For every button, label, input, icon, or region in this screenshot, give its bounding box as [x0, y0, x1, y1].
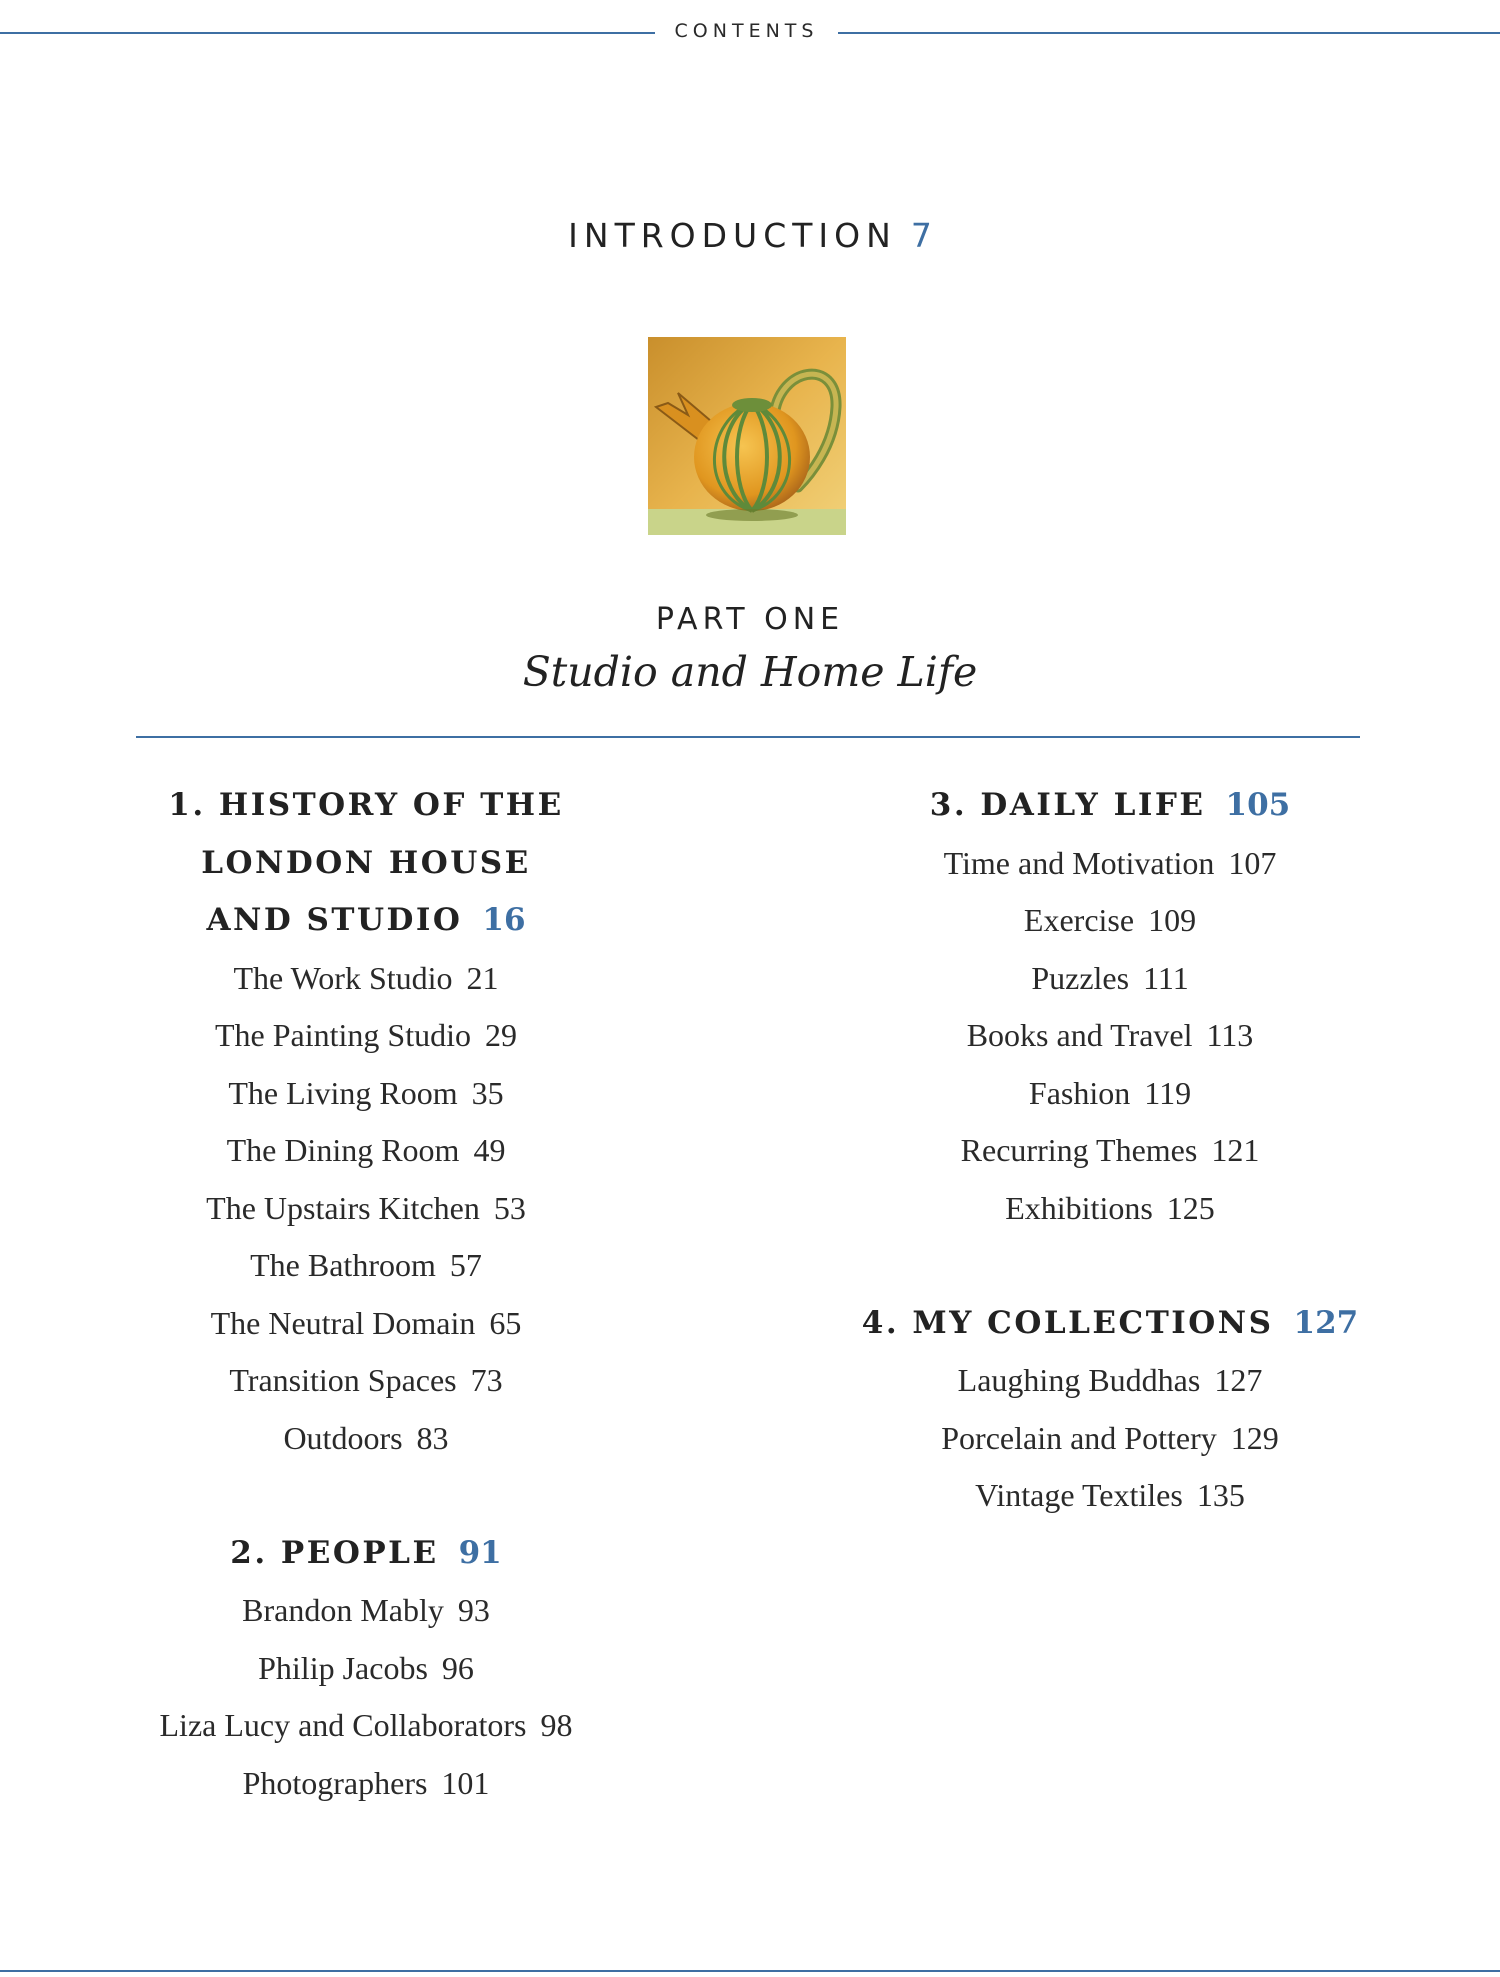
toc-entry[interactable]: Transition Spaces 73	[229, 1362, 503, 1398]
toc-entry[interactable]: The Neutral Domain 65	[210, 1304, 522, 1341]
toc-entry[interactable]: Exercise 109	[1023, 902, 1197, 938]
toc-entry[interactable]: Brandon Mably 93	[242, 1592, 490, 1628]
toc-entry[interactable]: Exhibitions 125	[1005, 1189, 1215, 1226]
toc-entry[interactable]: Photographers 101	[242, 1764, 490, 1801]
toc-entry[interactable]: Puzzles 111	[1031, 959, 1189, 996]
introduction-page: 7	[910, 216, 932, 255]
part-one-label: PART ONE	[655, 602, 845, 637]
part-divider	[136, 736, 1360, 738]
toc-entry[interactable]: Recurring Themes 121	[960, 1132, 1260, 1168]
melon-teapot-photo	[648, 337, 846, 535]
toc-entry[interactable]: Laughing Buddhas 127	[957, 1362, 1263, 1398]
toc-entry[interactable]: The Living Room 35	[228, 1074, 504, 1111]
toc-entry[interactable]: The Bathroom 57	[250, 1247, 482, 1283]
introduction-title: INTRODUCTION	[568, 216, 897, 255]
spacer	[136, 1467, 596, 1525]
toc-entry[interactable]: Porcelain and Pottery 129	[941, 1419, 1279, 1456]
spacer	[860, 1237, 1360, 1295]
toc-entry[interactable]: Philip Jacobs 96	[258, 1649, 474, 1686]
section-heading-collections[interactable]: 4. MY COLLECTIONS 127	[861, 1304, 1359, 1341]
toc-entry[interactable]: Liza Lucy and Collaborators 98	[159, 1707, 573, 1743]
toc-column-left	[136, 777, 596, 1812]
toc-entry[interactable]: Outdoors 83	[283, 1419, 449, 1456]
toc-entry[interactable]: Time and Motivation 107	[943, 844, 1277, 881]
header-rule-right	[838, 32, 1500, 34]
toc-entry[interactable]: Books and Travel 113	[966, 1017, 1254, 1053]
section-heading-people[interactable]: 2. PEOPLE 91	[230, 1534, 502, 1571]
toc-entry[interactable]: Vintage Textiles 135	[975, 1477, 1245, 1513]
toc-entry[interactable]: The Upstairs Kitchen 53	[206, 1189, 526, 1226]
section-heading-history-line3[interactable]: AND STUDIO 16	[206, 902, 526, 938]
footer-rule	[0, 1970, 1500, 1972]
contents-header: CONTENTS	[674, 20, 819, 42]
toc-entry[interactable]: The Dining Room 49	[226, 1132, 506, 1168]
section-heading-history-line2[interactable]: LONDON HOUSE	[201, 844, 531, 881]
toc-entry[interactable]: The Work Studio 21	[233, 959, 499, 996]
section-page: 16	[482, 902, 526, 938]
section-page: 127	[1293, 1304, 1359, 1341]
toc-column-right	[860, 777, 1360, 1525]
section-heading-history[interactable]: 1. HISTORY OF THE	[168, 787, 564, 823]
section-page: 105	[1225, 787, 1291, 823]
section-heading-daily-life[interactable]: 3. DAILY LIFE 105	[929, 787, 1291, 823]
toc-entry[interactable]: The Painting Studio 29	[215, 1017, 517, 1053]
toc-entry[interactable]: Fashion 119	[1028, 1074, 1192, 1111]
introduction-entry[interactable]	[0, 216, 1500, 255]
header-rule-left	[0, 32, 655, 34]
part-one-title: Studio and Home Life	[522, 648, 978, 696]
section-page: 91	[458, 1534, 502, 1571]
